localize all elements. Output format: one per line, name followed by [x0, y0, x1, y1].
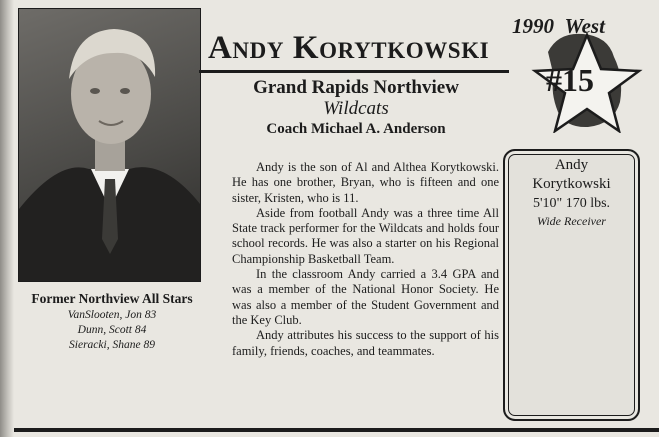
- card-first-name: Andy: [554, 157, 589, 173]
- list-item: VanSlooten, Jon 83: [67, 309, 157, 321]
- coach-name: Coach Michael A. Anderson: [266, 121, 446, 137]
- footer-divider: [14, 428, 659, 432]
- card-last-name: Korytkowski: [532, 176, 611, 192]
- player-portrait-illustration: [19, 9, 200, 281]
- school-mascot: Wildcats: [323, 98, 389, 119]
- year-region-label: [512, 14, 605, 39]
- header-divider: [199, 70, 509, 73]
- bio-paragraph: Aside from football Andy was a three time All State track performer for the Wildcats and holds four school records. He was also a starter on his Regional Championship Basketball Team.: [232, 205, 499, 266]
- school-name: Grand Rapids Northview: [253, 77, 459, 98]
- list-item: Sieracki, Shane 89: [69, 339, 155, 351]
- binding-gutter: [0, 0, 14, 437]
- bio-paragraph: Andy attributes his success to the support of his family, friends, coaches, and teammates.: [232, 328, 499, 358]
- card-position: Wide Receiver: [537, 214, 606, 228]
- bio-paragraph: In the classroom Andy carried a 3.4 GPA and was a member of the National Honor Society. He was also a member of the Student Government and the Key Club.: [232, 267, 499, 327]
- bio-paragraph: Andy is the son of Al and Althea Korytkowski. He has one brother, Bryan, who is fifteen and one sister, Kristen, who is 11.: [232, 160, 499, 205]
- jersey-number: #15: [546, 62, 594, 98]
- former-all-stars-list: [14, 308, 210, 353]
- region-label: West: [564, 14, 605, 38]
- player-photo: [18, 8, 201, 282]
- biography: [232, 160, 499, 359]
- player-name: Andy Korytkowski: [208, 30, 490, 66]
- list-item: Dunn, Scott 84: [77, 324, 147, 336]
- former-all-stars-title: Former Northview All Stars: [31, 291, 193, 306]
- card-height-weight: 5'10" 170 lbs.: [532, 196, 611, 211]
- year-label: 1990: [512, 14, 554, 38]
